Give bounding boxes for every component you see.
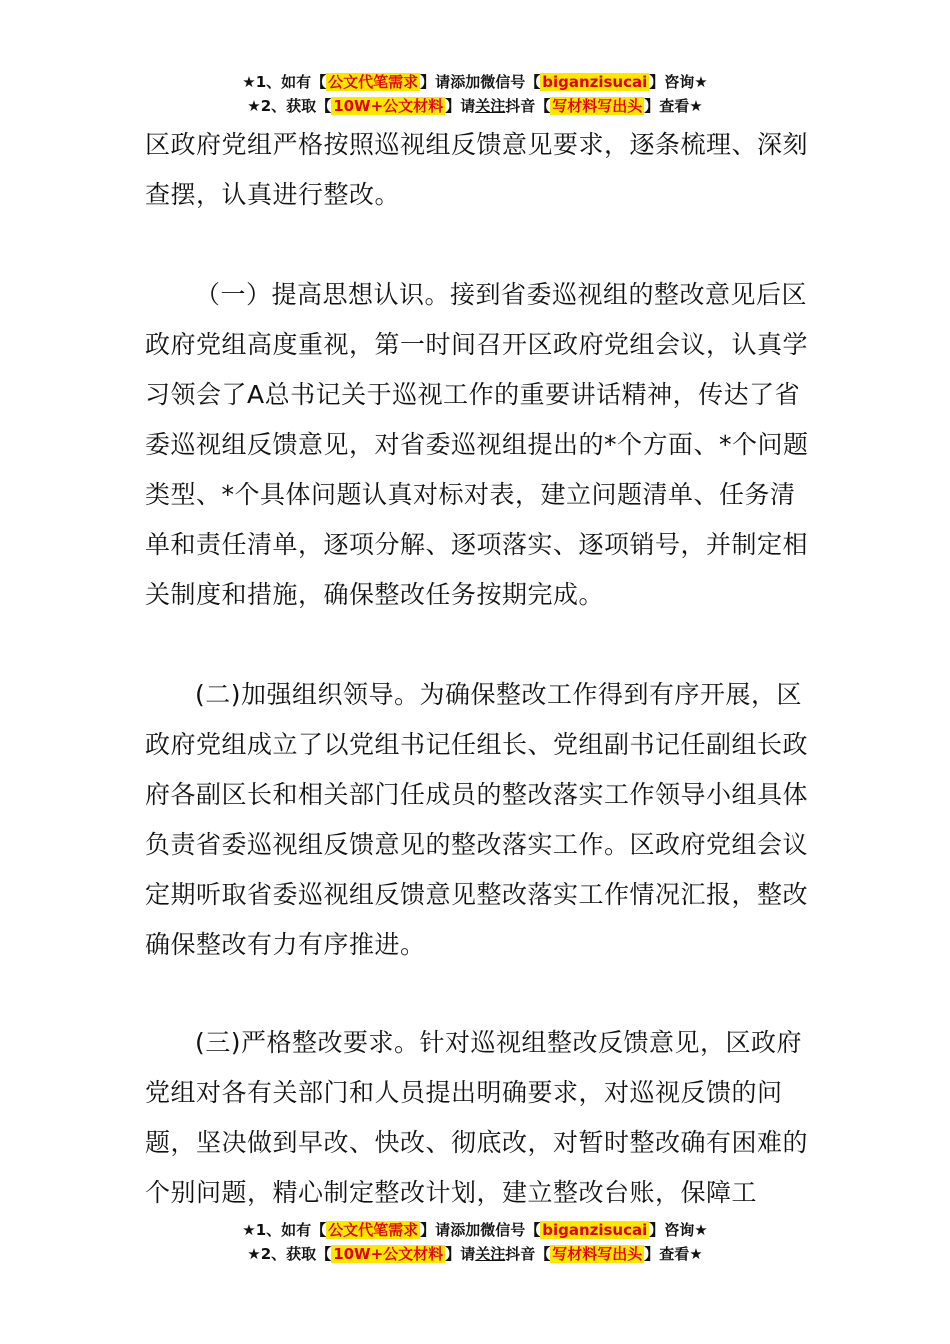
banner-highlight: 写材料写出头: [552, 97, 643, 115]
banner-highlight: biganzisucai: [542, 73, 648, 91]
banner-text: 】查看★: [644, 97, 703, 115]
paragraph-text: (三)严格整改要求。针对巡视组整改反馈意见，区政府党组对各有关部门和人员提出明确要求，对巡视反馈的问题，坚决做到早改、快改、彻底改，对暂时整改确有困难的个别问题，精心制定整改计划，建立整改台账，保障工: [145, 1028, 809, 1207]
banner-highlight: biganzisucai: [542, 1221, 648, 1239]
header-banner: [0, 70, 950, 118]
paragraph-section-1: [145, 270, 815, 620]
banner-text: 】请: [420, 73, 451, 91]
banner-text: 】请: [420, 1221, 451, 1239]
paragraph-intro: [145, 120, 815, 220]
banner-line-2: [0, 1242, 950, 1266]
banner-highlight: 公文代笔需求: [328, 1221, 419, 1239]
banner-text: 】咨询★: [649, 73, 708, 91]
paragraph-text: (二)加强组织领导。为确保整改工作得到有序开展，区政府党组成立了以党组书记任组长、党组副书记任副组长政府各副区长和相关部门任成员的整改落实工作领导小组具体负责省委巡视组反馈意见的整改落实工作。区政府党组会议定期听取省委巡视组反馈意见整改落实工作情况汇报，整改确保整改有力有序推进。: [145, 680, 809, 959]
paragraph-section-2: [145, 670, 815, 970]
banner-text: 抖音【: [505, 97, 551, 115]
banner-line-1: [0, 70, 950, 94]
banner-highlight: 公文代笔需求: [328, 73, 419, 91]
footer-banner: [0, 1218, 950, 1266]
banner-text: ★1、如有【: [242, 73, 327, 91]
banner-text: 】查看★: [644, 1245, 703, 1263]
banner-text: 】请: [445, 1245, 476, 1263]
banner-emphasis: 添加: [450, 73, 481, 91]
banner-text: 】咨询★: [649, 1221, 708, 1239]
banner-text: 】请: [445, 97, 476, 115]
banner-line-1: [0, 1218, 950, 1242]
banner-text: ★2、获取【: [247, 1245, 332, 1263]
banner-highlight: 写材料写出头: [552, 1245, 643, 1263]
banner-emphasis: 关注: [475, 1245, 506, 1263]
paragraph-text: 区政府党组严格按照巡视组反馈意见要求，逐条梳理、深刻查摆，认真进行整改。: [145, 130, 809, 209]
banner-emphasis: 关注: [475, 97, 506, 115]
banner-text: 微信号【: [480, 73, 541, 91]
banner-line-2: [0, 94, 950, 118]
banner-emphasis: 添加: [450, 1221, 481, 1239]
banner-text: ★2、获取【: [247, 97, 332, 115]
banner-text: 抖音【: [505, 1245, 551, 1263]
banner-text: ★1、如有【: [242, 1221, 327, 1239]
banner-highlight: 10W+公文材料: [333, 1245, 444, 1263]
banner-text: 微信号【: [480, 1221, 541, 1239]
paragraph-text: （一）提高思想认识。接到省委巡视组的整改意见后区政府党组高度重视，第一时间召开区政府党组会议，认真学习领会了A总书记关于巡视工作的重要讲话精神，传达了省委巡视组反馈意见，对省委巡视组提出的*个方面、*个问题类型、*个具体问题认真对标对表，建立问题清单、任务清单和责任清单，逐项分解、逐项落实、逐项销号，并制定相关制度和措施，确保整改任务按期完成。: [145, 280, 809, 609]
banner-highlight: 10W+公文材料: [333, 97, 444, 115]
paragraph-section-3: [145, 1018, 815, 1218]
